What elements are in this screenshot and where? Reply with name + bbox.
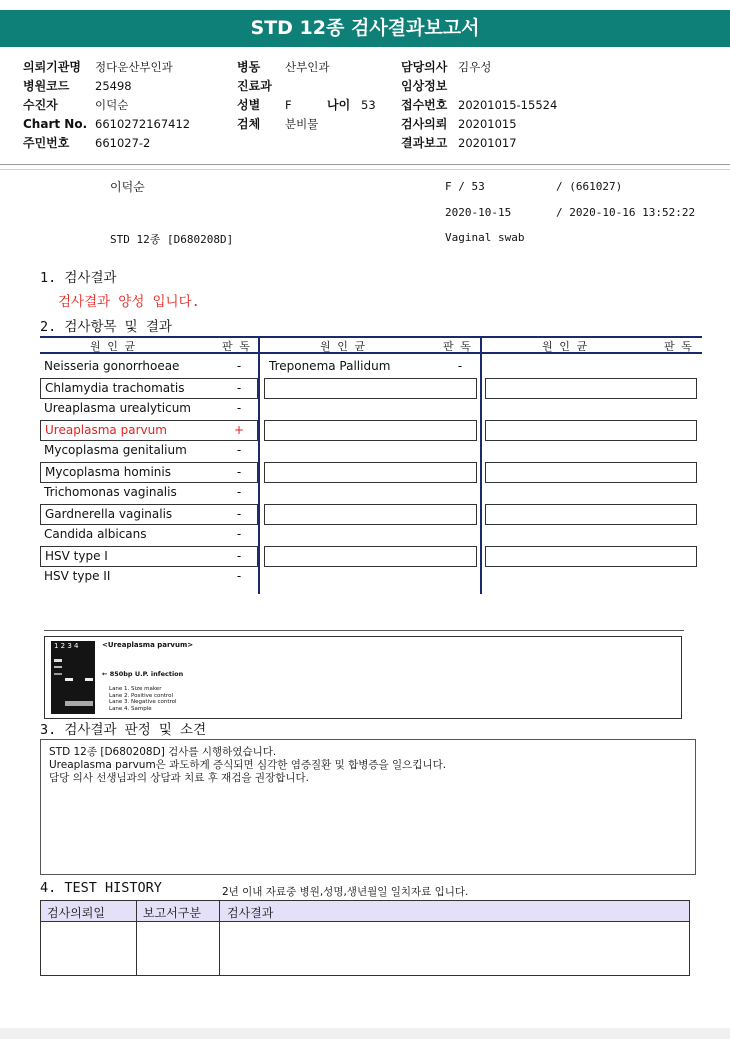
pathogen-name-treponema: Treponema Pallidum [269,359,391,373]
patient-sex-age: F / 53 [445,180,485,193]
label-resident-no: 주민번호 [23,136,70,150]
pathogen-name: Mycoplasma genitalium [44,443,187,457]
pathogen-name: Chlamydia trachomatis [45,381,185,395]
patient-request-date: 2020-10-15 [445,206,512,219]
gel-band [54,659,62,662]
gel-band [65,678,73,681]
label-age: 나이 [327,98,351,112]
label-clinical-info: 임상정보 [401,79,448,93]
finding-line: 담당 의사 선생님과의 상담과 치료 후 재검을 권장합니다. [49,772,309,784]
empty-cell [485,504,697,525]
empty-cell [264,462,477,483]
header-divider-2 [0,169,730,170]
page-footer-band [0,1028,730,1039]
gel-image [51,641,95,714]
table-row [40,546,258,567]
label-doctor: 담당의사 [401,60,448,74]
empty-cell [264,420,477,441]
value-institution: 정다운산부인과 [95,60,173,74]
section3-heading: 3. 검사결과 판정 및 소견 [40,722,207,738]
history-col-request-date: 검사의뢰일 [47,906,105,920]
value-hospital-code: 25498 [95,79,132,93]
pathogen-result: - [236,549,242,563]
pathogen-result: - [236,443,242,457]
header-result-1: 판 독 [222,340,250,353]
table-row [40,357,258,378]
pathogen-name: Candida albicans [44,527,147,541]
finding-line: Ureaplasma parvum은 과도하게 증식되면 심각한 염증질환 및 합병증을 일으킵니다. [49,759,447,771]
label-specimen: 검체 [237,117,261,131]
gel-top-rule [44,630,684,631]
section4-heading: 4. TEST HISTORY [40,880,162,896]
empty-cell [264,378,477,399]
history-note: 2년 이내 자료중 병원,성명,생년월일 일치자료 입니다. [222,886,469,898]
gel-figure [44,636,682,719]
gel-legend [109,686,177,712]
pathogen-result: - [236,527,242,541]
table-row [40,378,258,399]
pathogen-result: - [236,465,242,479]
section1-result: 검사결과 양성 입니다. [58,294,200,310]
gel-legend-item: Lane 2. Positive control [109,692,174,699]
pathogen-result: - [236,485,242,499]
gel-legend-item: Lane 4. Sample [109,705,152,712]
left-result-list [40,357,258,588]
result-table [40,336,702,594]
table-top-border [40,336,702,338]
table-row [40,504,258,525]
findings-box [40,739,696,875]
pathogen-result: - [236,507,242,521]
report-header [0,52,730,164]
gel-band [65,701,93,706]
pathogen-name: Gardnerella vaginalis [45,507,173,521]
pathogen-result-treponema: - [457,359,463,373]
column-divider-2 [480,336,482,594]
history-col-divider [219,901,220,975]
value-ward: 산부인과 [285,60,330,74]
gel-arrow-label: ← 850bp U.P. infection [102,670,184,678]
header-col2 [237,56,387,132]
value-chart-no: 6610272167412 [95,117,191,131]
label-department: 진료과 [237,79,272,93]
pathogen-name-positive: Ureaplasma parvum [45,423,167,437]
pathogen-name: Ureaplasma urealyticum [44,401,191,415]
history-col-divider [136,901,137,975]
header-col3 [401,56,557,151]
history-col-report-type: 보고서구분 [143,906,201,920]
section1-heading: 1. 검사결과 [40,270,117,286]
patient-name: 이덕순 [110,180,145,194]
table-row [40,525,258,546]
patient-birth: / (661027) [556,180,623,193]
header-result-2: 판 독 [443,340,471,353]
header-pathogen-2: 원 인 균 [320,340,366,353]
table-header-border [40,352,702,354]
patient-report-datetime: / 2020-10-16 13:52:22 [556,206,696,219]
table-row [40,399,258,420]
pathogen-name: Mycoplasma hominis [45,465,171,479]
pathogen-result: - [236,401,242,415]
gel-band [54,673,62,675]
table-row [40,567,258,588]
label-chart-no: Chart No. [23,117,88,131]
value-receipt-no: 20201015-15524 [458,98,558,112]
value-age: 53 [361,98,376,112]
empty-cell [264,546,477,567]
header-pathogen-3: 원 인 균 [542,340,588,353]
empty-cell [485,378,697,399]
section2-heading: 2. 검사항목 및 결과 [40,319,172,335]
pathogen-result: - [236,359,242,373]
label-sex: 성별 [237,98,261,112]
gel-legend-item: Lane 1. Size maker [109,686,162,692]
value-doctor: 김우성 [458,60,492,74]
history-header [41,901,689,922]
value-resident-no: 661027-2 [95,136,151,150]
empty-cell [485,420,697,441]
header-result-3: 판 독 [664,340,692,353]
header-divider [0,164,730,165]
label-request-date: 검사의뢰 [401,117,448,131]
label-ward: 병동 [237,60,261,74]
empty-cell [485,462,697,483]
table-row [40,462,258,483]
header-col1 [23,56,190,151]
test-name: STD 12종 [D680208D] [110,233,234,246]
empty-cell [485,546,697,567]
table-row [40,483,258,504]
gel-band [85,678,93,681]
pathogen-name: Neisseria gonorrhoeae [44,359,180,373]
column-divider-1 [258,336,260,594]
value-sex: F [285,98,292,112]
label-report-date: 결과보고 [401,136,448,150]
value-specimen: 분비물 [285,117,319,131]
history-col-result: 검사결과 [227,906,274,920]
gel-legend-item: Lane 3. Negative control [109,699,177,705]
pathogen-name: HSV type II [44,569,111,583]
value-request-date: 20201015 [458,117,517,131]
gel-lane-numbers: 1 2 3 4 [54,642,79,650]
finding-line: STD 12종 [D680208D] 검사를 시행하였습니다. [49,746,277,758]
pathogen-name: HSV type I [45,549,108,563]
table-row [40,441,258,462]
pathogen-result: - [236,381,242,395]
gel-band [54,666,62,668]
label-hospital-code: 병원코드 [23,79,70,93]
label-receipt-no: 접수번호 [401,98,448,112]
specimen-type: Vaginal swab [445,231,525,244]
gel-title: <Ureaplasma parvum> [102,641,194,649]
pathogen-result-positive: + [233,423,245,437]
table-row [40,420,258,441]
label-patient: 수진자 [23,98,58,112]
pathogen-name: Trichomonas vaginalis [44,485,177,499]
report-title: STD 12종 검사결과보고서 [0,10,730,47]
empty-cell [264,504,477,525]
value-patient: 이덕순 [95,98,129,112]
label-institution: 의뢰기관명 [23,60,81,74]
history-table [40,900,690,976]
pathogen-result: - [236,569,242,583]
header-pathogen-1: 원 인 균 [90,340,136,353]
value-report-date: 20201017 [458,136,517,150]
